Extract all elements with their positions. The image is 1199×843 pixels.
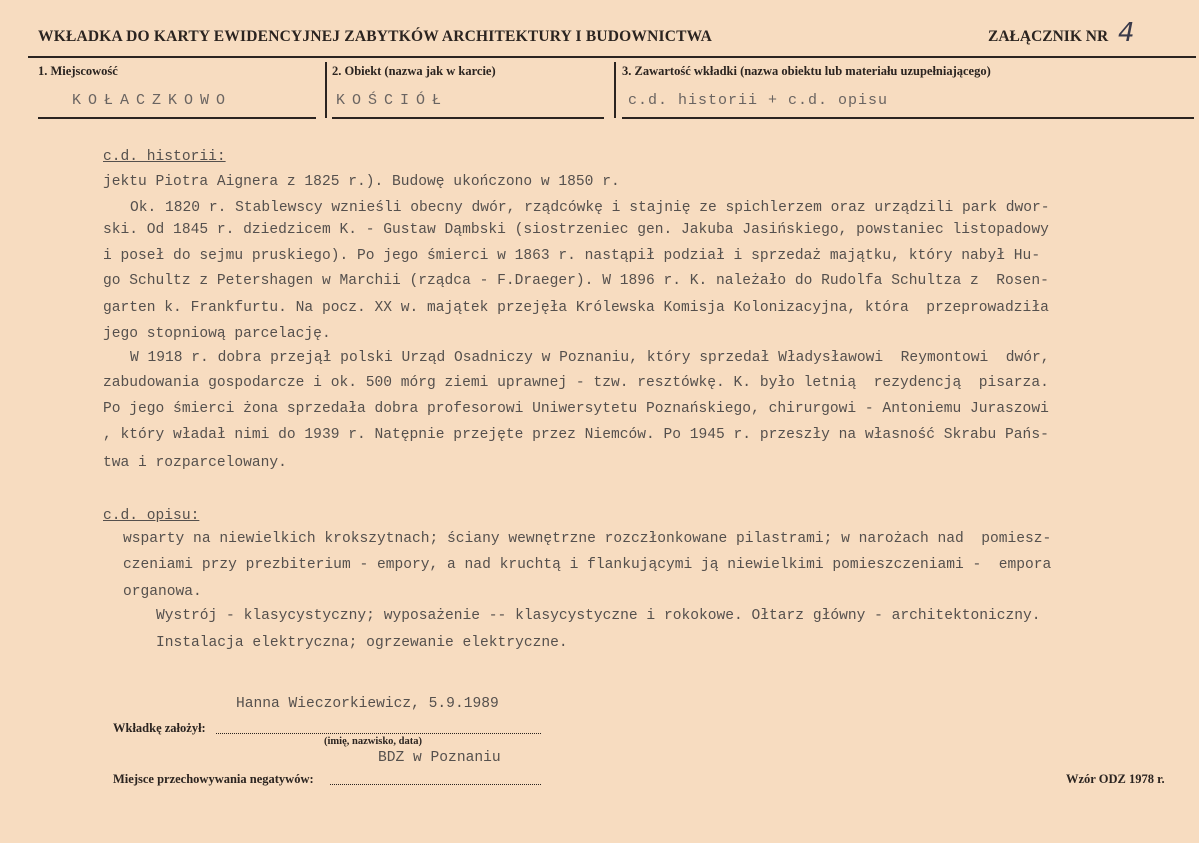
storage-value: BDZ w Poznaniu: [378, 750, 501, 766]
author-label: Wkładkę założył:: [113, 721, 206, 735]
contents-underline: [622, 117, 1194, 119]
history-line: twa i rozparcelowany.: [103, 455, 287, 471]
object-label: 2. Obiekt (nazwa jak w karcie): [332, 64, 496, 78]
field-separator: [614, 62, 616, 118]
history-line: jego stopniową parcelację.: [103, 326, 331, 342]
author-hint: (imię, nazwisko, data): [324, 736, 422, 747]
description-line: wsparty na niewielkich krokszytnach; ściany wewnętrzne rozczłonkowane pilastrami; w narożach nad pomiesz-: [123, 531, 1052, 547]
history-line: Po jego śmierci żona sprzedała dobra profesorowi Uniwersytetu Poznańskiego, chirurgowi - Antoniemu Juraszowi: [103, 401, 1049, 417]
history-line: zabudowania gospodarcze i ok. 500 mórg ziemi uprawnej - tzw. resztówkę. K. było letnią rezydencją pisarza.: [103, 375, 1049, 391]
history-line: garten k. Frankfurtu. Na pocz. XX w. majątek przejęła Królewska Komisja Kolonizacyjna, która przeprowadziła: [103, 300, 1049, 316]
annex-number-handwritten: 4: [1118, 18, 1135, 48]
contents-value: c.d. historii + c.d. opisu: [628, 92, 889, 109]
history-line: ski. Od 1845 r. dziedzicem K. - Gustaw Dąmbski (siostrzeniec gen. Jakuba Jasińskiego, powstaniec listopadowy: [103, 222, 1049, 238]
history-heading: c.d. historii:: [103, 149, 226, 165]
history-line: jektu Piotra Aignera z 1825 r.). Budowę ukończono w 1850 r.: [103, 174, 620, 190]
history-line: i poseł do sejmu pruskiego). Po jego śmierci w 1863 r. nastąpił podział i sprzedaż majątku, który nabył Hu-: [103, 248, 1041, 264]
description-line: czeniami przy prezbiterium - empory, a nad kruchtą i flankującymi ją niewielkimi pomieszczeniami - empora: [123, 557, 1052, 573]
locality-label: 1. Miejscowość: [38, 64, 118, 78]
object-value: KOŚCIÓŁ: [336, 92, 449, 109]
locality-value: KOŁACZKOWO: [72, 92, 233, 109]
form-title: WKŁADKA DO KARTY EWIDENCYJNEJ ZABYTKÓW ARCHITEKTURY I BUDOWNICTWA: [38, 28, 713, 45]
description-line: Wystrój - klasycystyczny; wyposażenie -- klasycystyczne i rokokowe. Ołtarz główny - architektoniczny.: [156, 608, 1041, 624]
description-heading: c.d. opisu:: [103, 508, 200, 524]
form-version-label: Wzór ODZ 1978 r.: [1066, 772, 1165, 786]
history-line: Ok. 1820 r. Stablewscy wznieśli obecny dwór, rządcówkę i stajnię ze spichlerzem oraz urządzili park dwor-: [130, 200, 1050, 216]
object-underline: [332, 117, 604, 119]
locality-underline: [38, 117, 316, 119]
description-line: organowa.: [123, 584, 202, 600]
history-line: , który władał nimi do 1939 r. Natępnie przejęte przez Niemców. Po 1945 r. przeszły na własność Skrabu Pańs-: [103, 427, 1049, 443]
annex-label: ZAŁĄCZNIK NR: [988, 28, 1109, 45]
author-dotted-line: [216, 733, 541, 734]
history-line: go Schultz z Petershagen w Marchii (rządca - F.Draeger). W 1896 r. K. należało do Rudolfa Schultza z Rosen-: [103, 273, 1049, 289]
field-separator: [325, 62, 327, 118]
description-line: Instalacja elektryczna; ogrzewanie elektryczne.: [156, 635, 568, 651]
header-divider: [28, 56, 1196, 58]
history-line: W 1918 r. dobra przejął polski Urząd Osadniczy w Poznaniu, który sprzedał Władysławowi Reymontowi dwór,: [130, 350, 1050, 366]
contents-label: 3. Zawartość wkładki (nazwa obiektu lub materiału uzupełniającego): [622, 64, 991, 78]
author-value: Hanna Wieczorkiewicz, 5.9.1989: [236, 696, 499, 712]
storage-label: Miejsce przechowywania negatywów:: [113, 772, 314, 786]
storage-dotted-line: [330, 784, 541, 785]
